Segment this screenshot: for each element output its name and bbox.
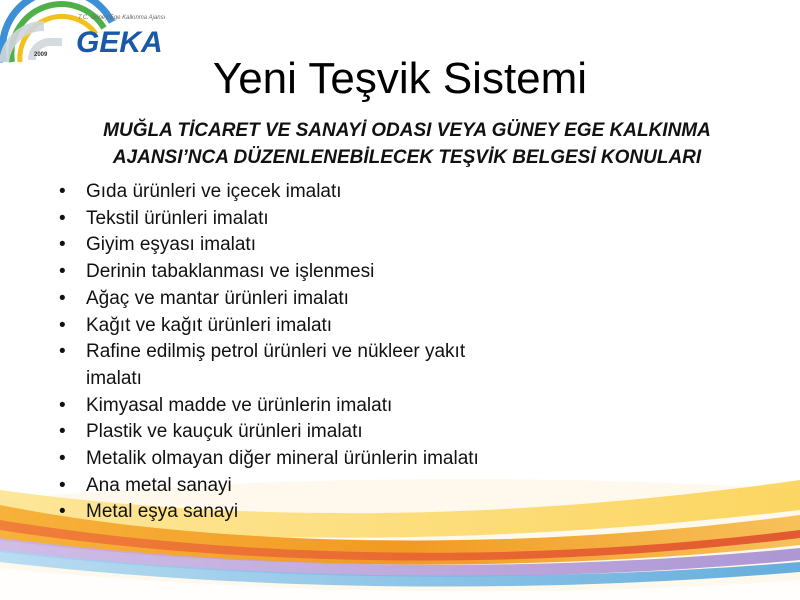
bullet-icon: • xyxy=(59,474,66,496)
bullet-icon: • xyxy=(59,501,66,523)
list-item xyxy=(56,179,496,206)
bullet-icon: • xyxy=(59,234,66,256)
list-item xyxy=(56,206,496,233)
list-item-text: Rafine edilmiş petrol ürünleri ve nükleer yakıt imalatı xyxy=(86,341,466,389)
bullet-icon: • xyxy=(59,314,66,336)
list-item xyxy=(56,313,496,340)
slide-subtitle: MUĞLA TİCARET VE SANAYİ ODASI VEYA GÜNEY EGE KALKINMA AJANSI’NCA DÜZENLENEBİLECEK TEŞVİK BELGESİ KONULARI xyxy=(103,120,711,168)
bullet-icon: • xyxy=(59,207,66,229)
list-item-text: Giyim eşyası imalatı xyxy=(86,234,256,256)
list-item-text: Metalik olmayan diğer mineral ürünlerin imalatı xyxy=(86,448,479,470)
list-item-text: Ağaç ve mantar ürünleri imalatı xyxy=(86,287,349,309)
bullet-icon: • xyxy=(59,421,66,443)
list-item-text: Kağıt ve kağıt ürünleri imalatı xyxy=(86,314,333,336)
logo-brand-text: GEKA xyxy=(76,26,163,59)
list-item-text: Kimyasal madde ve ürünlerin imalatı xyxy=(86,394,393,416)
list-item xyxy=(56,286,496,313)
list-item xyxy=(56,259,496,286)
list-item xyxy=(56,499,496,526)
slide-title xyxy=(0,52,800,106)
bullet-icon: • xyxy=(59,394,66,416)
bullet-icon: • xyxy=(59,181,66,202)
list-item xyxy=(56,446,496,473)
list-item-text: Derinin tabaklanması ve işlenmesi xyxy=(86,261,375,283)
list-item-text: Gıda ürünleri ve içecek imalatı xyxy=(86,181,342,202)
list-item-text: Ana metal sanayi xyxy=(86,474,232,496)
list-item xyxy=(56,232,496,259)
list-item xyxy=(56,393,496,420)
bullet-icon: • xyxy=(59,287,66,309)
logo-org-text: T.C. Güney Ege Kalkınma Ajansı xyxy=(78,15,166,21)
logo-year: 2009 xyxy=(34,52,48,58)
list-item xyxy=(56,419,496,446)
list-item xyxy=(56,339,496,392)
bullet-icon: • xyxy=(59,341,66,363)
bullet-icon: • xyxy=(59,448,66,470)
topic-list xyxy=(56,179,496,526)
bullet-icon: • xyxy=(59,261,66,283)
list-item-text: Plastik ve kauçuk ürünleri imalatı xyxy=(86,421,363,443)
list-item-text: Metal eşya sanayi xyxy=(86,501,239,523)
slide-title-text: Yeni Teşvik Sistemi xyxy=(212,54,588,103)
list-item-text: Tekstil ürünleri imalatı xyxy=(86,207,269,229)
list-item xyxy=(56,473,496,500)
